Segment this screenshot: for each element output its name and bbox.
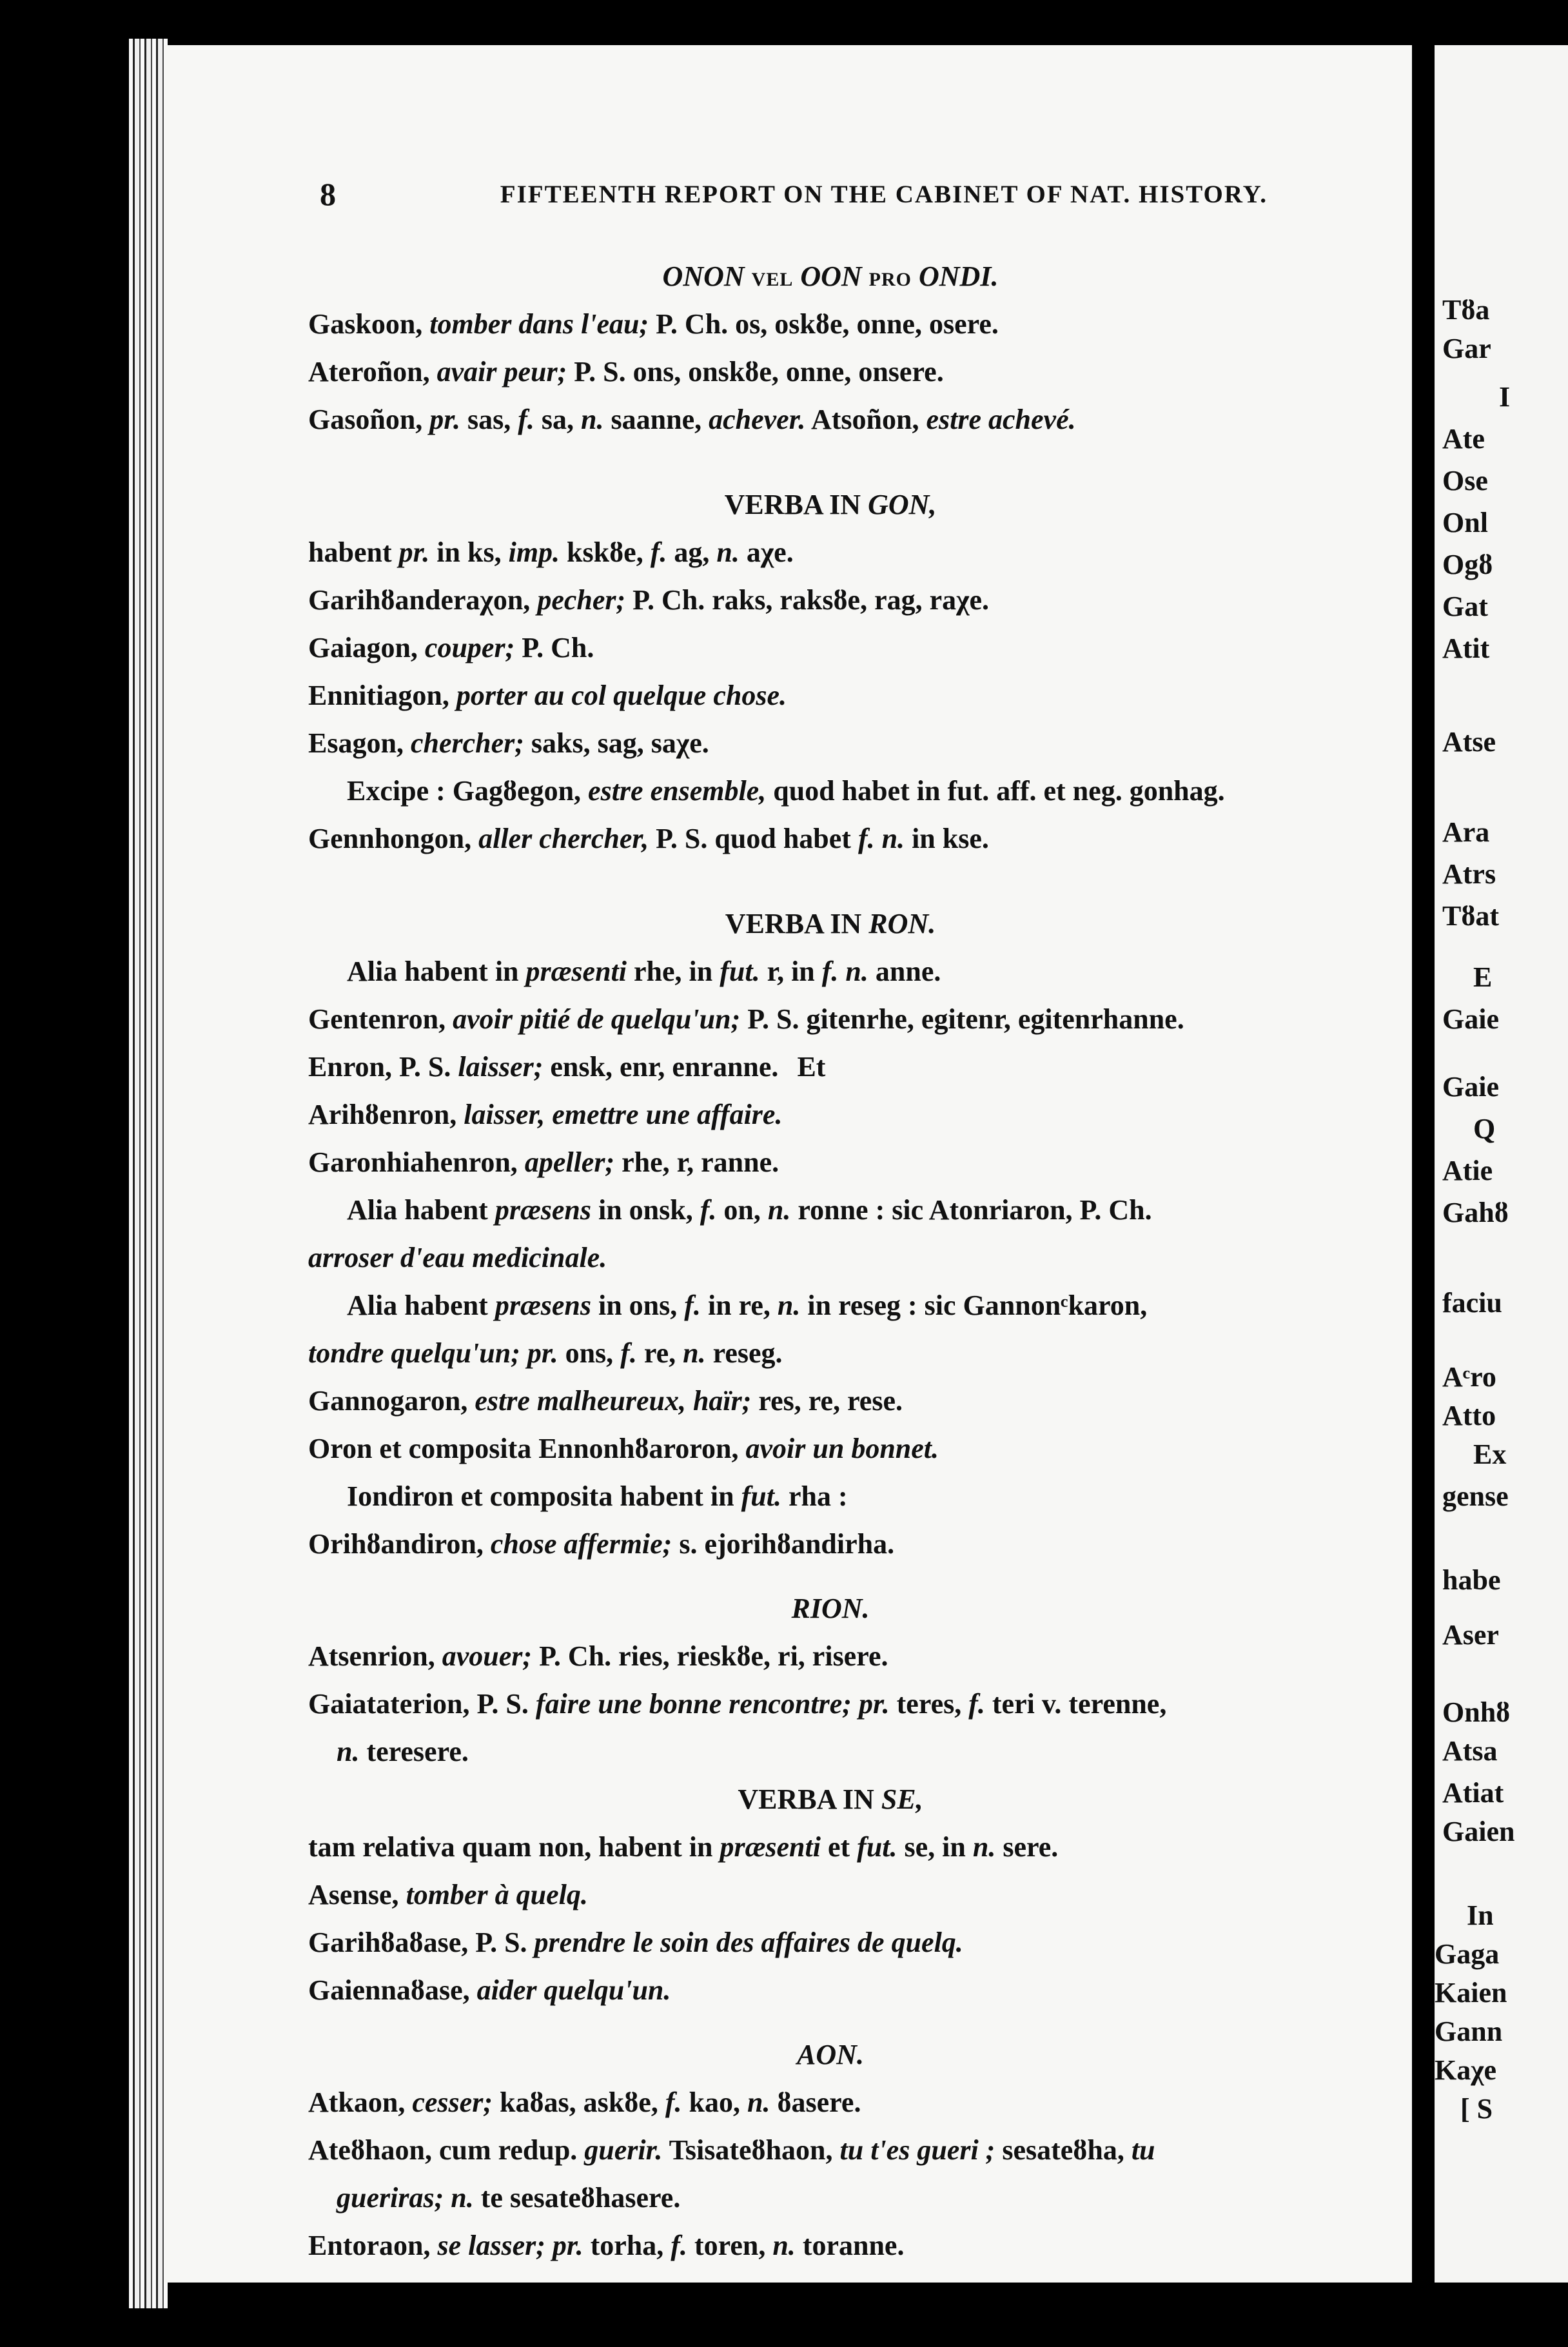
entry-gaskoon: Gaskoon, tomber dans l'eau; P. Ch. os, oskȣe, onne, osere.: [308, 308, 999, 340]
fragment-line: Aser: [1442, 1619, 1499, 1651]
book-binding: [129, 39, 168, 2308]
entry-iondiron: Iondiron et composita habent in fut. rha :: [347, 1480, 848, 1512]
section-heading-ron: VERBA IN RON.: [725, 908, 936, 939]
page-number: 8: [320, 176, 337, 212]
entry-esagon: Esagon, chercher; saks, sag, saχe.: [308, 727, 709, 759]
section-heading-gon: VERBA IN GON,: [724, 489, 937, 520]
fragment-line: Aᶜro: [1442, 1361, 1496, 1393]
fragment-line: I: [1499, 381, 1511, 413]
fragment-line: Gar: [1442, 333, 1491, 364]
fragment-line: In: [1467, 1900, 1494, 1931]
entry-gaiataterion: Gaiataterion, P. S. faire une bonne rencontre; pr. teres, f. teri v. terenne,: [308, 1688, 1167, 1720]
fragment-line: Gann: [1435, 2016, 1503, 2047]
fragment-line: Gaie: [1442, 1071, 1499, 1103]
fragment-line: Ara: [1442, 816, 1490, 848]
fragment-line: Ose: [1442, 465, 1488, 496]
rule-gon: habent pr. in ks, imp. kskȣe, f. ag, n. aχe.: [308, 536, 794, 568]
fragment-line: faciu: [1442, 1287, 1502, 1319]
entry-ateshaon: Ateȣhaon, cum redup. guerir. Tsisateȣhaon, tu t'es gueri ; sesateȣha, tu: [308, 2134, 1155, 2166]
fragment-line: Gaie: [1442, 1003, 1499, 1035]
entry-garihsasase: Garihȣaȣase, P. S. prendre le soin des affaires de quelq.: [308, 1927, 963, 1958]
entry-garonhiahenron: Garonhiahenron, apeller; rhe, r, ranne.: [308, 1146, 779, 1178]
fragment-line: Ex: [1473, 1439, 1507, 1470]
entry-gaiennasase: Gaiennaȣase, aider quelqu'un.: [308, 1974, 671, 2006]
rule-ron-3-cont: tondre quelqu'un; pr. ons, f. re, n. reseg.: [308, 1337, 783, 1369]
fragment-line: Onhȣ: [1442, 1696, 1511, 1728]
rule-ron-2-cont: arroser d'eau medicinale.: [308, 1242, 607, 1273]
fragment-line: Gat: [1442, 591, 1488, 622]
entry-garihsanderaxon: Garihȣanderaχon, pecher; P. Ch. raks, raksȣe, rag, raχe.: [308, 584, 989, 616]
entry-enron: Enron, P. S. laisser; ensk, enr, enranne. Et: [308, 1051, 826, 1083]
entry-arihsenron: Arihȣenron, laisser, emettre une affaire.: [308, 1099, 783, 1130]
fragment-line: Gaga: [1435, 1938, 1500, 1970]
section-heading-se: VERBA IN SE,: [738, 1783, 923, 1815]
page-body: [308, 253, 1353, 2270]
fragment-line: Atsa: [1442, 1735, 1498, 1767]
section-heading-aon: AON.: [797, 2039, 864, 2070]
entry-oron: Oron et composita Ennonhȣaroron, avoir un bonnet.: [308, 1433, 939, 1464]
fragment-line: Atse: [1442, 726, 1496, 758]
fragment-line: Q: [1473, 1113, 1496, 1144]
entry-excipe: Excipe : Gagȣegon, estre ensemble, quod habet in fut. aff. et neg. gonhag.: [347, 775, 1225, 807]
fragment-line: Atie: [1442, 1155, 1493, 1186]
fragment-line: Tȣa: [1442, 294, 1490, 326]
entry-ennitiagon: Ennitiagon, porter au col quelque chose.: [308, 680, 787, 711]
fragment-line: [ S: [1460, 2093, 1493, 2125]
fragment-line: Kaχe: [1435, 2054, 1497, 2086]
fragment-line: gense: [1442, 1480, 1509, 1512]
entry-gentenron: Gentenron, avoir pitié de quelqu'un; P. S. gitenrhe, egitenr, egitenrhanne.: [308, 1003, 1184, 1035]
entry-gennhongon: Gennhongon, aller chercher, P. S. quod habet f. n. in kse.: [308, 823, 989, 854]
entry-atsenrion: Atsenrion, avouer; P. Ch. ries, rieskȣe, ri, risere.: [308, 1640, 888, 1672]
page-header: [320, 173, 1268, 215]
fragment-line: habe: [1442, 1564, 1501, 1596]
entry-gasonon: Gasoñon, pr. sas, f. sa, n. saanne, achever. Atsoñon, estre achevé.: [308, 404, 1076, 435]
entry-atkaon: Atkaon, cesser; kaȣas, askȣe, f. kao, n. ȣasere.: [308, 2087, 861, 2118]
rule-se: tam relativa quam non, habent in præsenti et fut. se, in n. sere.: [308, 1831, 1059, 1863]
rule-ron-3: Alia habent præsens in ons, f. in re, n. in reseg : sic Gannonᶜkaron,: [347, 1290, 1148, 1321]
entry-asense: Asense, tomber à quelq.: [308, 1879, 588, 1910]
rule-ron-2: Alia habent præsens in onsk, f. on, n. ronne : sic Atonriaron, P. Ch.: [347, 1194, 1152, 1226]
fragment-line: Atit: [1442, 633, 1490, 664]
fragment-line: E: [1473, 961, 1493, 993]
adjacent-page-fragment: [1435, 45, 1568, 2283]
fragment-line: Ogȣ: [1442, 549, 1493, 580]
rule-ron-1: Alia habent in præsenti rhe, in fut. r, in f. n. anne.: [347, 956, 941, 987]
entry-entoraon: Entoraon, se lasser; pr. torha, f. toren, n. toranne.: [308, 2230, 905, 2261]
fragment-line: Gaien: [1442, 1816, 1515, 1847]
section-heading-onon: ONON VEL OON PRO ONDI.: [662, 260, 999, 292]
entry-ateronon: Ateroñon, avair peur; P. S. ons, onskȣe, onne, onsere.: [308, 356, 944, 388]
fragment-line: Kaien: [1435, 1977, 1507, 2008]
fragment-line: Atiat: [1442, 1777, 1504, 1809]
running-title: FIFTEENTH REPORT ON THE CABINET OF NAT. HISTORY.: [500, 180, 1268, 208]
entry-ateshaon-cont: gueriras; n. te sesateȣhasere.: [337, 2182, 681, 2214]
section-heading-rion: RION.: [791, 1593, 870, 1624]
entry-gaiagon: Gaiagon, couper; P. Ch.: [308, 632, 594, 663]
fragment-line: Ate: [1442, 423, 1485, 455]
fragment-line: Atto: [1442, 1400, 1496, 1431]
entry-orihsandiron: Orihȣandiron, chose affermie; s. ejorihȣandirha.: [308, 1528, 895, 1560]
fragment-line: Gahȣ: [1442, 1197, 1509, 1228]
fragment-line: Onl: [1442, 507, 1488, 538]
entry-gannogaron: Gannogaron, estre malheureux, haïr; res, re, rese.: [308, 1385, 903, 1417]
entry-gaiataterion-cont: n. teresere.: [337, 1736, 469, 1767]
fragment-line: Atrs: [1442, 858, 1496, 890]
fragment-line: Tȣat: [1442, 900, 1500, 932]
